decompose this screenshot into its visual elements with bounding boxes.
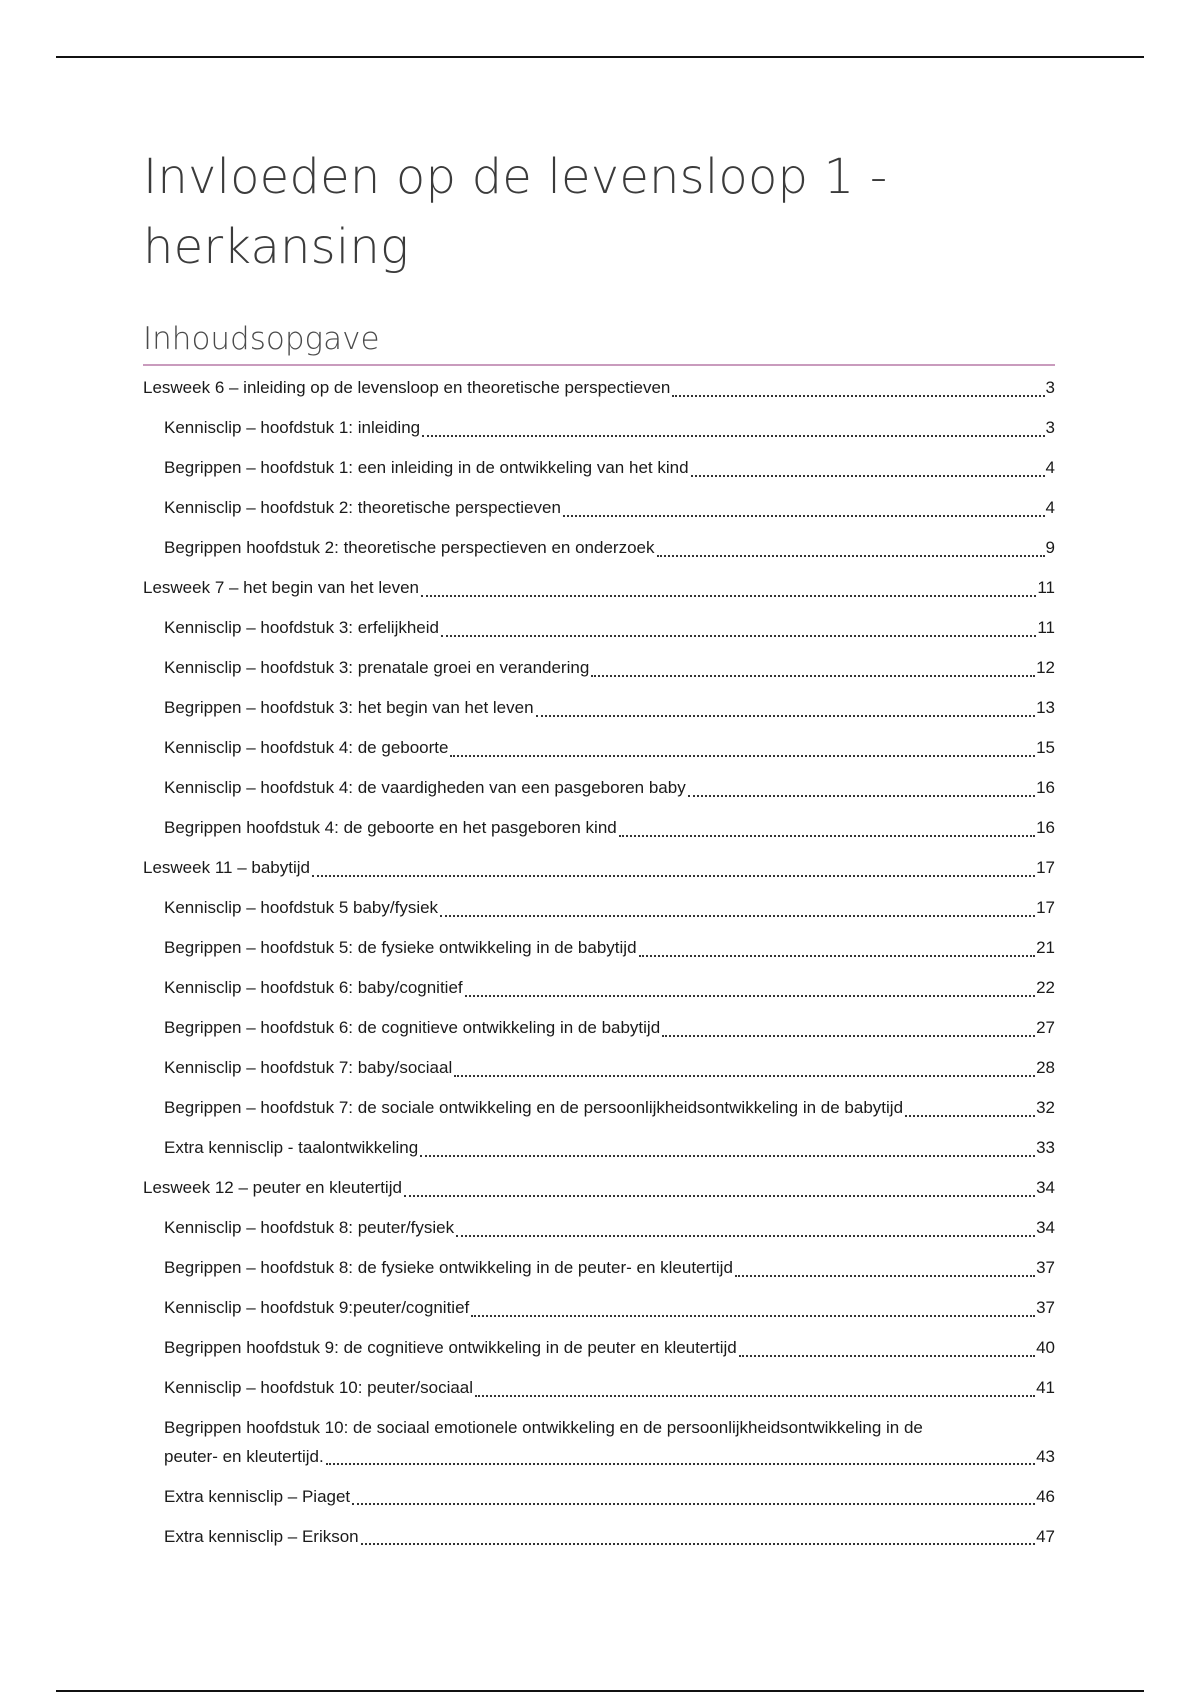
toc-dot-leader [441,635,1036,637]
toc-entry-page: 12 [1036,658,1055,677]
toc-dot-leader [657,555,1045,557]
toc-entry[interactable] [143,654,1055,683]
toc-entry[interactable] [143,694,1055,723]
toc-entry-page: 33 [1036,1138,1055,1157]
toc-entry-text: Kennisclip – hoofdstuk 9:peuter/cognitief [164,1298,470,1317]
toc-entry-text: Kennisclip – hoofdstuk 5 baby/fysiek [164,898,439,917]
toc-entry-section[interactable] [143,1174,1055,1203]
toc-dot-leader [454,1075,1035,1077]
toc-entry[interactable] [143,494,1055,523]
toc-entry-line2 [164,1443,1055,1472]
toc-dot-leader [691,475,1045,477]
toc-entry[interactable] [143,894,1055,923]
toc-dot-leader [404,1195,1035,1197]
toc-entry-page: 11 [1037,578,1055,597]
toc-entry-page: 21 [1036,938,1055,957]
toc-dot-leader [688,795,1035,797]
toc-entries [143,374,1055,1403]
toc-entry[interactable] [143,1054,1055,1083]
toc-entry-text: Begrippen – hoofdstuk 7: de sociale ontwikkeling en de persoonlijkheidsontwikkeling in de babytijd [164,1098,904,1117]
toc-entry[interactable] [143,414,1055,443]
toc-dot-leader [639,955,1036,957]
toc-entry[interactable] [143,1334,1055,1363]
toc-entry-section[interactable] [143,574,1055,603]
document-title: Invloeden op de levensloop 1 - herkansing [143,149,888,275]
toc-entry-text: Kennisclip – hoofdstuk 8: peuter/fysiek [164,1218,455,1237]
toc-dot-leader [312,875,1035,877]
toc-entry-text: Kennisclip – hoofdstuk 7: baby/sociaal [164,1058,453,1077]
toc-entry-text: Kennisclip – hoofdstuk 4: de geboorte [164,738,449,757]
toc-entry-page: 17 [1036,858,1055,877]
toc-entry[interactable] [143,614,1055,643]
toc-entry[interactable] [143,1374,1055,1403]
toc-entry-section[interactable] [143,374,1055,403]
toc-entry-text-line1: Begrippen hoofdstuk 10: de sociaal emotionele ontwikkeling en de persoonlijkheidsontwikkeling in de [164,1418,923,1437]
toc-entry[interactable] [143,1483,1055,1512]
toc-dot-leader [456,1235,1035,1237]
toc-dot-leader [536,715,1036,717]
toc-entry[interactable] [143,1094,1055,1123]
toc-entry[interactable] [143,774,1055,803]
toc-entry[interactable] [143,814,1055,843]
table-of-contents [143,374,1055,1563]
toc-entry-text: Begrippen hoofdstuk 2: theoretische perspectieven en onderzoek [164,538,655,557]
toc-entry-text: Kennisclip – hoofdstuk 1: inleiding [164,418,421,437]
toc-entry-text: Begrippen hoofdstuk 4: de geboorte en het pasgeboren kind [164,818,617,837]
toc-entry[interactable] [143,1254,1055,1283]
toc-entry[interactable] [143,1014,1055,1043]
toc-entry-text: Begrippen hoofdstuk 9: de cognitieve ontwikkeling in de peuter en kleutertijd [164,1338,737,1357]
toc-entry[interactable] [143,1134,1055,1163]
toc-entry-text: Extra kennisclip – Piaget [164,1486,351,1506]
toc-entry-text: Kennisclip – hoofdstuk 6: baby/cognitief [164,978,463,997]
toc-dot-leader [471,1315,1035,1317]
toc-entry-text: Lesweek 11 – babytijd [143,858,310,877]
toc-entry-page: 4 [1045,498,1055,517]
toc-entry-page: 34 [1036,1178,1055,1197]
toc-entry-text: Extra kennisclip - taalontwikkeling [164,1138,419,1157]
toc-entries-tail [143,1483,1055,1552]
toc-entry-text: Extra kennisclip – Erikson [164,1526,359,1546]
toc-entry-page: 16 [1036,778,1055,797]
toc-dot-leader [735,1275,1035,1277]
toc-entry-page: 27 [1036,1018,1055,1037]
toc-dot-leader [475,1395,1035,1397]
toc-entry-text: Lesweek 6 – inleiding op de levensloop en theoretische perspectieven [143,378,671,397]
toc-entry-page: 40 [1036,1338,1055,1357]
page-header-rule [56,56,1144,58]
toc-entry-text: Kennisclip – hoofdstuk 10: peuter/sociaal [164,1378,474,1397]
toc-entry[interactable] [143,974,1055,1003]
toc-entry[interactable] [143,1214,1055,1243]
toc-entry-page: 3 [1045,378,1055,397]
toc-entry-page: 37 [1036,1258,1055,1277]
toc-entry[interactable] [143,934,1055,963]
toc-entry-text: Begrippen – hoofdstuk 5: de fysieke ontwikkeling in de babytijd [164,938,637,957]
toc-heading: Inhoudsopgave [143,318,1055,366]
toc-entry-text: Kennisclip – hoofdstuk 4: de vaardigheden van een pasgeboren baby [164,778,686,797]
toc-entry-page: 32 [1036,1098,1055,1117]
toc-dot-leader [662,1035,1035,1037]
toc-dot-leader [591,675,1035,677]
toc-dot-leader [422,435,1044,437]
toc-entry-page: 17 [1036,898,1055,917]
toc-entry-text-line2: peuter- en kleutertijd. [164,1446,324,1466]
toc-entry-page: 43 [1036,1446,1055,1466]
toc-dot-leader [619,835,1035,837]
toc-dot-leader [440,915,1035,917]
toc-entry-page: 3 [1045,418,1055,437]
toc-entry-text: Kennisclip – hoofdstuk 3: prenatale groei en verandering [164,658,590,677]
toc-entry-page: 47 [1036,1526,1055,1546]
toc-dot-leader [739,1355,1035,1357]
toc-entry[interactable] [143,1294,1055,1323]
toc-entry-text: Kennisclip – hoofdstuk 2: theoretische perspectieven [164,498,561,517]
toc-entry[interactable] [143,734,1055,763]
toc-entry-page: 11 [1037,618,1055,637]
toc-entry-page: 13 [1036,698,1055,717]
toc-dot-leader [361,1543,1035,1545]
toc-entry-page: 28 [1036,1058,1055,1077]
toc-entry-text: Lesweek 7 – het begin van het leven [143,578,419,597]
toc-entry-section[interactable] [143,854,1055,883]
toc-dot-leader [672,395,1044,397]
toc-dot-leader [905,1115,1035,1117]
toc-entry[interactable] [143,1523,1055,1552]
toc-dot-leader [352,1503,1035,1505]
page-footer-rule [56,1690,1144,1692]
toc-entry-page: 15 [1036,738,1055,757]
toc-entry-text: Begrippen – hoofdstuk 8: de fysieke ontwikkeling in de peuter- en kleutertijd [164,1258,733,1277]
toc-dot-leader [465,995,1035,997]
toc-entry-text: Lesweek 12 – peuter en kleutertijd [143,1178,402,1197]
toc-entry[interactable] [143,534,1055,563]
toc-entry-page: 34 [1036,1218,1055,1237]
toc-entry[interactable] [143,454,1055,483]
toc-entry-text: Begrippen – hoofdstuk 3: het begin van het leven [164,698,534,717]
toc-entry-text: Kennisclip – hoofdstuk 3: erfelijkheid [164,618,439,637]
toc-entry-page: 46 [1036,1486,1055,1506]
toc-entry[interactable] [143,1414,1055,1471]
toc-dot-leader [420,1155,1035,1157]
toc-entry-page: 9 [1045,538,1055,557]
toc-entry-page: 41 [1036,1378,1055,1397]
toc-entry-text: Begrippen – hoofdstuk 6: de cognitieve ontwikkeling in de babytijd [164,1018,661,1037]
toc-entry-page: 37 [1036,1298,1055,1317]
toc-entry-page: 4 [1045,458,1055,477]
toc-entry-text: Begrippen – hoofdstuk 1: een inleiding in de ontwikkeling van het kind [164,458,689,477]
toc-entry-page: 16 [1036,818,1055,837]
toc-dot-leader [563,515,1045,517]
toc-dot-leader [450,755,1035,757]
toc-dot-leader [421,595,1036,597]
toc-dot-leader [326,1463,1035,1465]
toc-entry-page: 22 [1036,978,1055,997]
